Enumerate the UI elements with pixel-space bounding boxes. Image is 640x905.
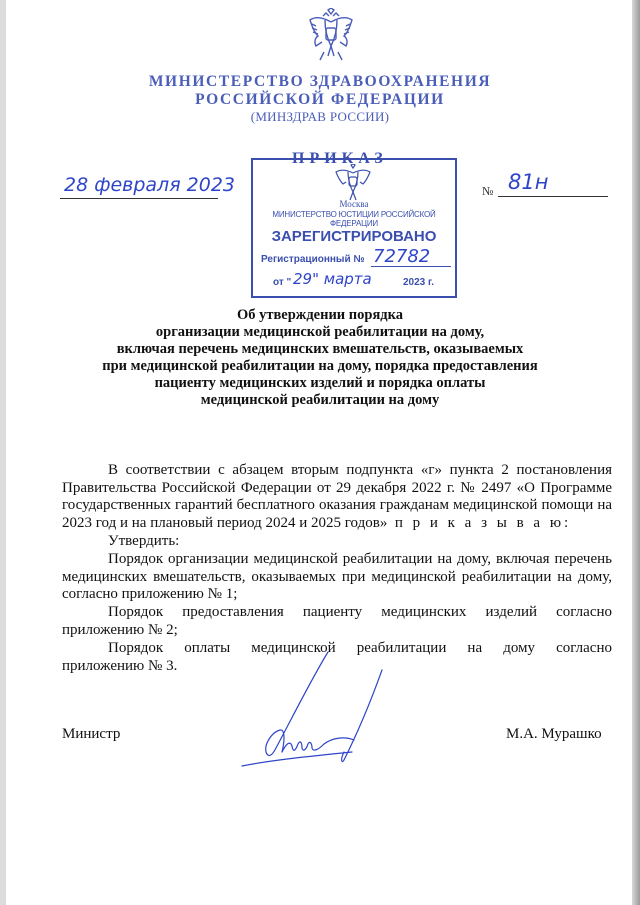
stamp-registration-number: 72782 [373,246,431,267]
order-number: 81н [508,170,549,194]
title-line: организации медицинской реабилитации на дому, [155,324,485,340]
approve-paragraph: Утвердить: [108,533,180,549]
scan-edge [0,0,6,905]
number-sign: № [482,184,494,198]
item-3-tail: приложению № 3. [62,658,178,674]
ministry-name-line1: МИНИСТЕРСТВО ЗДРАВООХРАНЕНИЯ [148,73,492,90]
document-type: ПРИКАЗ [292,150,388,167]
stamp-from-year: 2023 г. [403,277,434,288]
stamp-city: Москва [339,199,369,209]
stamp-ministry: МИНИСТЕРСТВО ЮСТИЦИИ РОССИЙСКОЙ ФЕДЕРАЦИИ [272,210,436,228]
title-line: включая перечень медицинских вмешательств, оказываемых [116,341,524,357]
scan-edge [632,0,640,905]
item-1-paragraph: Порядок организации медицинской реабилитации на дому, включая перечень медицинских вмешательств, оказываемых при медицинской реабилитации на дому, согласно приложению № 1; [62,551,612,603]
preamble-text: В соответствии с абзацем вторым подпункта «г» пункта 2 постановления Правительства Российской Федерации от 29 декабря 2022 г. № 2497 «О Программе государственных гарантий бесплатного оказания гражданам медицинской помощи на 2023 год и на плановый период 2024 и 2025 годов» [62,462,612,531]
order-word: п р и к а з ы в а ю: [394,514,572,531]
stamp-number-underline [371,266,451,267]
stamp-from-label: от " [273,277,292,288]
stamp-eagle-icon [333,164,373,202]
item-2-tail: приложению № 2; [62,622,178,638]
ministry-name-line2: РОССИЙСКОЙ ФЕДЕРАЦИИ [195,91,445,108]
item-2-paragraph: Порядок предоставления пациенту медицинских изделий согласно [108,604,612,620]
signatory-name: М.А. Мурашко [506,726,602,742]
order-date: 28 февраля 2023 [64,174,236,196]
title-line: пациенту медицинских изделий и порядка оплаты [154,375,486,391]
item-3-paragraph: Порядок оплаты медицинской реабилитации на дому согласно [108,640,612,656]
registration-stamp [251,158,457,298]
handwritten-signature [232,648,402,776]
signatory-title: Министр [62,726,121,742]
date-underline [60,198,218,199]
stamp-status: ЗАРЕГИСТРИРОВАНО [271,228,437,245]
ministry-short-name: (МИНЗДРАВ РОССИИ) [250,109,390,124]
title-line: Об утверждении порядка [236,307,404,323]
coat-of-arms-icon [306,8,356,66]
title-line: при медицинской реабилитации на дому, порядка предоставления [102,358,538,374]
preamble-paragraph [62,462,612,532]
stamp-from-date: 29" марта [293,270,372,288]
stamp-registration-label: Регистрационный № [261,254,365,265]
title-line: медицинской реабилитации на дому [200,392,440,408]
number-underline [498,196,608,197]
